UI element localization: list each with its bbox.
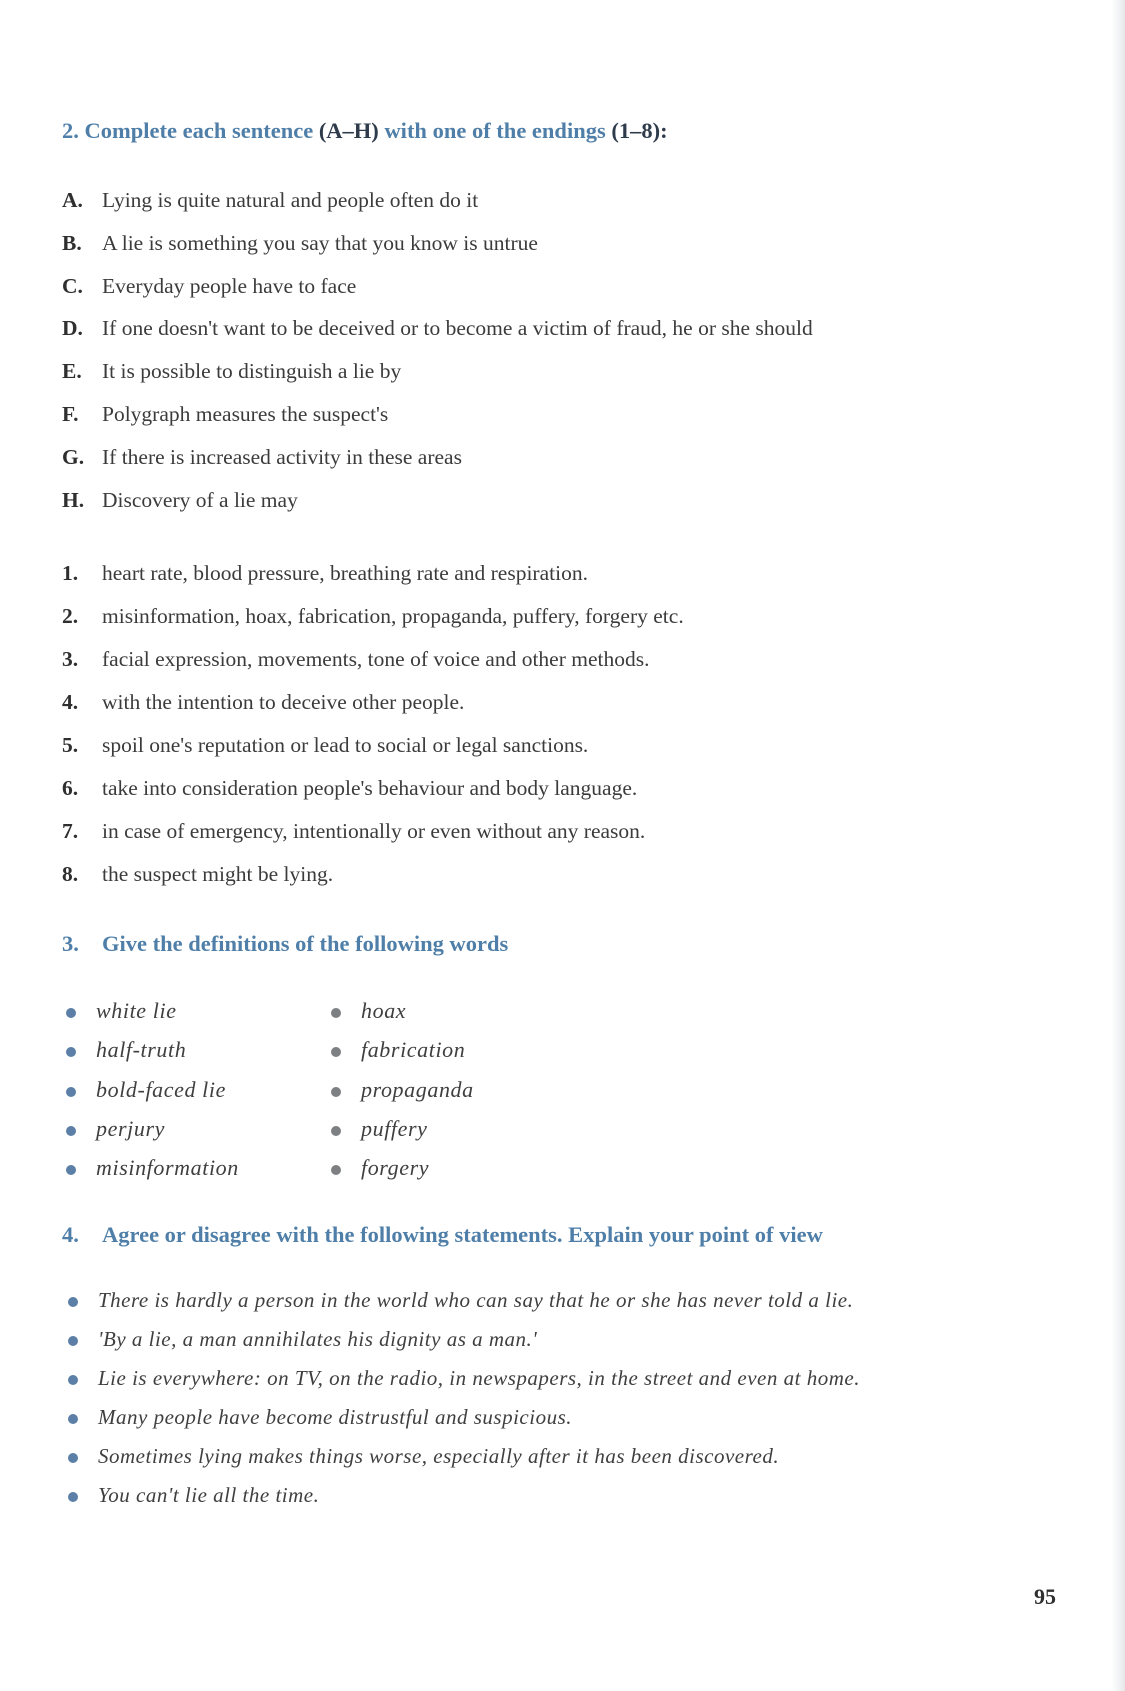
sentence-item xyxy=(62,359,401,384)
sentence-item xyxy=(62,274,356,299)
word-text: forgery xyxy=(361,1155,430,1180)
ending-item xyxy=(62,647,650,672)
word-text: hoax xyxy=(361,998,407,1023)
statement-item xyxy=(68,1444,779,1469)
statement-item xyxy=(68,1483,319,1508)
ending-text: with the intention to deceive other people. xyxy=(102,690,465,714)
exercise-2-instruction: Complete each sentence xyxy=(84,118,314,143)
word-item xyxy=(331,1037,465,1063)
statement-text: There is hardly a person in the world who can say that he or she has never told a lie. xyxy=(98,1288,854,1312)
bullet-icon xyxy=(68,1453,78,1463)
word-item xyxy=(331,1116,428,1142)
ending-item xyxy=(62,690,464,715)
word-item xyxy=(331,1155,429,1181)
ending-text: in case of emergency, intentionally or even without any reason. xyxy=(102,819,646,843)
sentence-text: Everyday people have to face xyxy=(102,274,357,298)
word-text: perjury xyxy=(96,1116,165,1141)
statement-text: Many people have become distrustful and suspicious. xyxy=(98,1405,573,1429)
bullet-icon xyxy=(68,1414,78,1424)
statement-item xyxy=(68,1405,572,1430)
bullet-icon xyxy=(68,1492,78,1502)
exercise-3-heading xyxy=(62,931,508,957)
ending-text: misinformation, hoax, fabrication, propaganda, puffery, forgery etc. xyxy=(102,604,684,628)
ending-key: 5. xyxy=(62,733,79,757)
word-text: bold-faced lie xyxy=(96,1077,226,1102)
sentence-key: B. xyxy=(62,231,82,255)
exercise-3-number: 3. xyxy=(62,931,79,956)
bullet-icon xyxy=(66,1165,76,1175)
word-text: misinformation xyxy=(96,1155,239,1180)
exercise-4-instruction: Agree or disagree with the following statements. Explain your point of view xyxy=(102,1222,823,1247)
bullet-icon xyxy=(331,1165,341,1175)
sentence-key: A. xyxy=(62,188,83,212)
bullet-icon xyxy=(331,1087,341,1097)
ending-key: 3. xyxy=(62,647,79,671)
bullet-icon xyxy=(331,1008,341,1018)
sentence-item xyxy=(62,488,298,513)
ending-key: 2. xyxy=(62,604,79,628)
word-text: fabrication xyxy=(361,1037,466,1062)
sentence-key: H. xyxy=(62,488,85,512)
bullet-icon xyxy=(66,1126,76,1136)
statement-text: You can't lie all the time. xyxy=(98,1483,320,1507)
sentence-text: Discovery of a lie may xyxy=(102,488,298,512)
sentence-item xyxy=(62,445,462,470)
word-text: white lie xyxy=(96,998,177,1023)
statement-text: Sometimes lying makes things worse, especially after it has been discovered. xyxy=(98,1444,780,1468)
statement-text: Lie is everywhere: on TV, on the radio, in newspapers, in the street and even at home. xyxy=(98,1366,860,1390)
sentence-key: E. xyxy=(62,359,82,383)
ending-text: take into consideration people's behaviour and body language. xyxy=(102,776,638,800)
sentence-text: It is possible to distinguish a lie by xyxy=(102,359,402,383)
sentence-text: Lying is quite natural and people often do it xyxy=(102,188,479,212)
statement-text: 'By a lie, a man annihilates his dignity as a man.' xyxy=(98,1327,538,1351)
word-item xyxy=(66,998,177,1024)
word-item xyxy=(66,1077,226,1103)
ending-item xyxy=(62,776,637,801)
sentence-key: G. xyxy=(62,445,85,469)
ending-item xyxy=(62,819,645,844)
word-item xyxy=(66,1037,186,1063)
ending-key: 1. xyxy=(62,561,79,585)
ending-text: facial expression, movements, tone of voice and other methods. xyxy=(102,647,650,671)
sentence-key: C. xyxy=(62,274,83,298)
bullet-icon xyxy=(66,1008,76,1018)
bullet-icon xyxy=(68,1336,78,1346)
exercise-2-number: 2. xyxy=(62,118,79,143)
exercise-4-number: 4. xyxy=(62,1222,79,1247)
statement-item xyxy=(68,1366,860,1391)
bullet-icon xyxy=(66,1047,76,1057)
sentence-text: A lie is something you say that you know is untrue xyxy=(102,231,538,255)
sentence-item xyxy=(62,188,478,213)
sentence-text: If one doesn't want to be deceived or to become a victim of fraud, he or she should xyxy=(102,316,813,340)
sentence-text: If there is increased activity in these areas xyxy=(102,445,462,469)
ending-text: the suspect might be lying. xyxy=(102,862,334,886)
bullet-icon xyxy=(331,1126,341,1136)
exercise-2-letter-range: (A–H) xyxy=(318,118,379,143)
exercise-2-number-range: (1–8): xyxy=(611,118,668,143)
ending-item xyxy=(62,733,588,758)
word-item xyxy=(66,1155,239,1181)
ending-key: 4. xyxy=(62,690,79,714)
ending-item xyxy=(62,604,684,629)
bullet-icon xyxy=(68,1375,78,1385)
ending-item xyxy=(62,862,333,887)
word-text: half-truth xyxy=(96,1037,187,1062)
sentence-item xyxy=(62,231,538,256)
exercise-4-heading xyxy=(62,1222,823,1248)
sentence-item xyxy=(62,402,388,427)
word-item xyxy=(331,998,406,1024)
ending-key: 8. xyxy=(62,862,79,886)
word-item xyxy=(66,1116,165,1142)
ending-key: 6. xyxy=(62,776,79,800)
sentence-item xyxy=(62,316,813,341)
word-item xyxy=(331,1077,474,1103)
statement-item xyxy=(68,1288,853,1313)
word-text: puffery xyxy=(361,1116,428,1141)
exercise-2-instruction-mid: with one of the endings xyxy=(384,118,606,143)
exercise-2-heading xyxy=(62,118,668,144)
exercise-3-instruction: Give the definitions of the following words xyxy=(102,931,509,956)
bullet-icon xyxy=(68,1297,78,1307)
bullet-icon xyxy=(331,1047,341,1057)
page-edge xyxy=(1111,0,1125,1691)
statement-item xyxy=(68,1327,537,1352)
ending-item xyxy=(62,561,588,586)
sentence-key: F. xyxy=(62,402,79,426)
ending-text: heart rate, blood pressure, breathing rate and respiration. xyxy=(102,561,588,585)
sentence-key: D. xyxy=(62,316,83,340)
word-text: propaganda xyxy=(361,1077,474,1102)
bullet-icon xyxy=(66,1087,76,1097)
page-number: 95 xyxy=(1034,1584,1056,1609)
ending-key: 7. xyxy=(62,819,79,843)
sentence-text: Polygraph measures the suspect's xyxy=(102,402,389,426)
ending-text: spoil one's reputation or lead to social or legal sanctions. xyxy=(102,733,589,757)
